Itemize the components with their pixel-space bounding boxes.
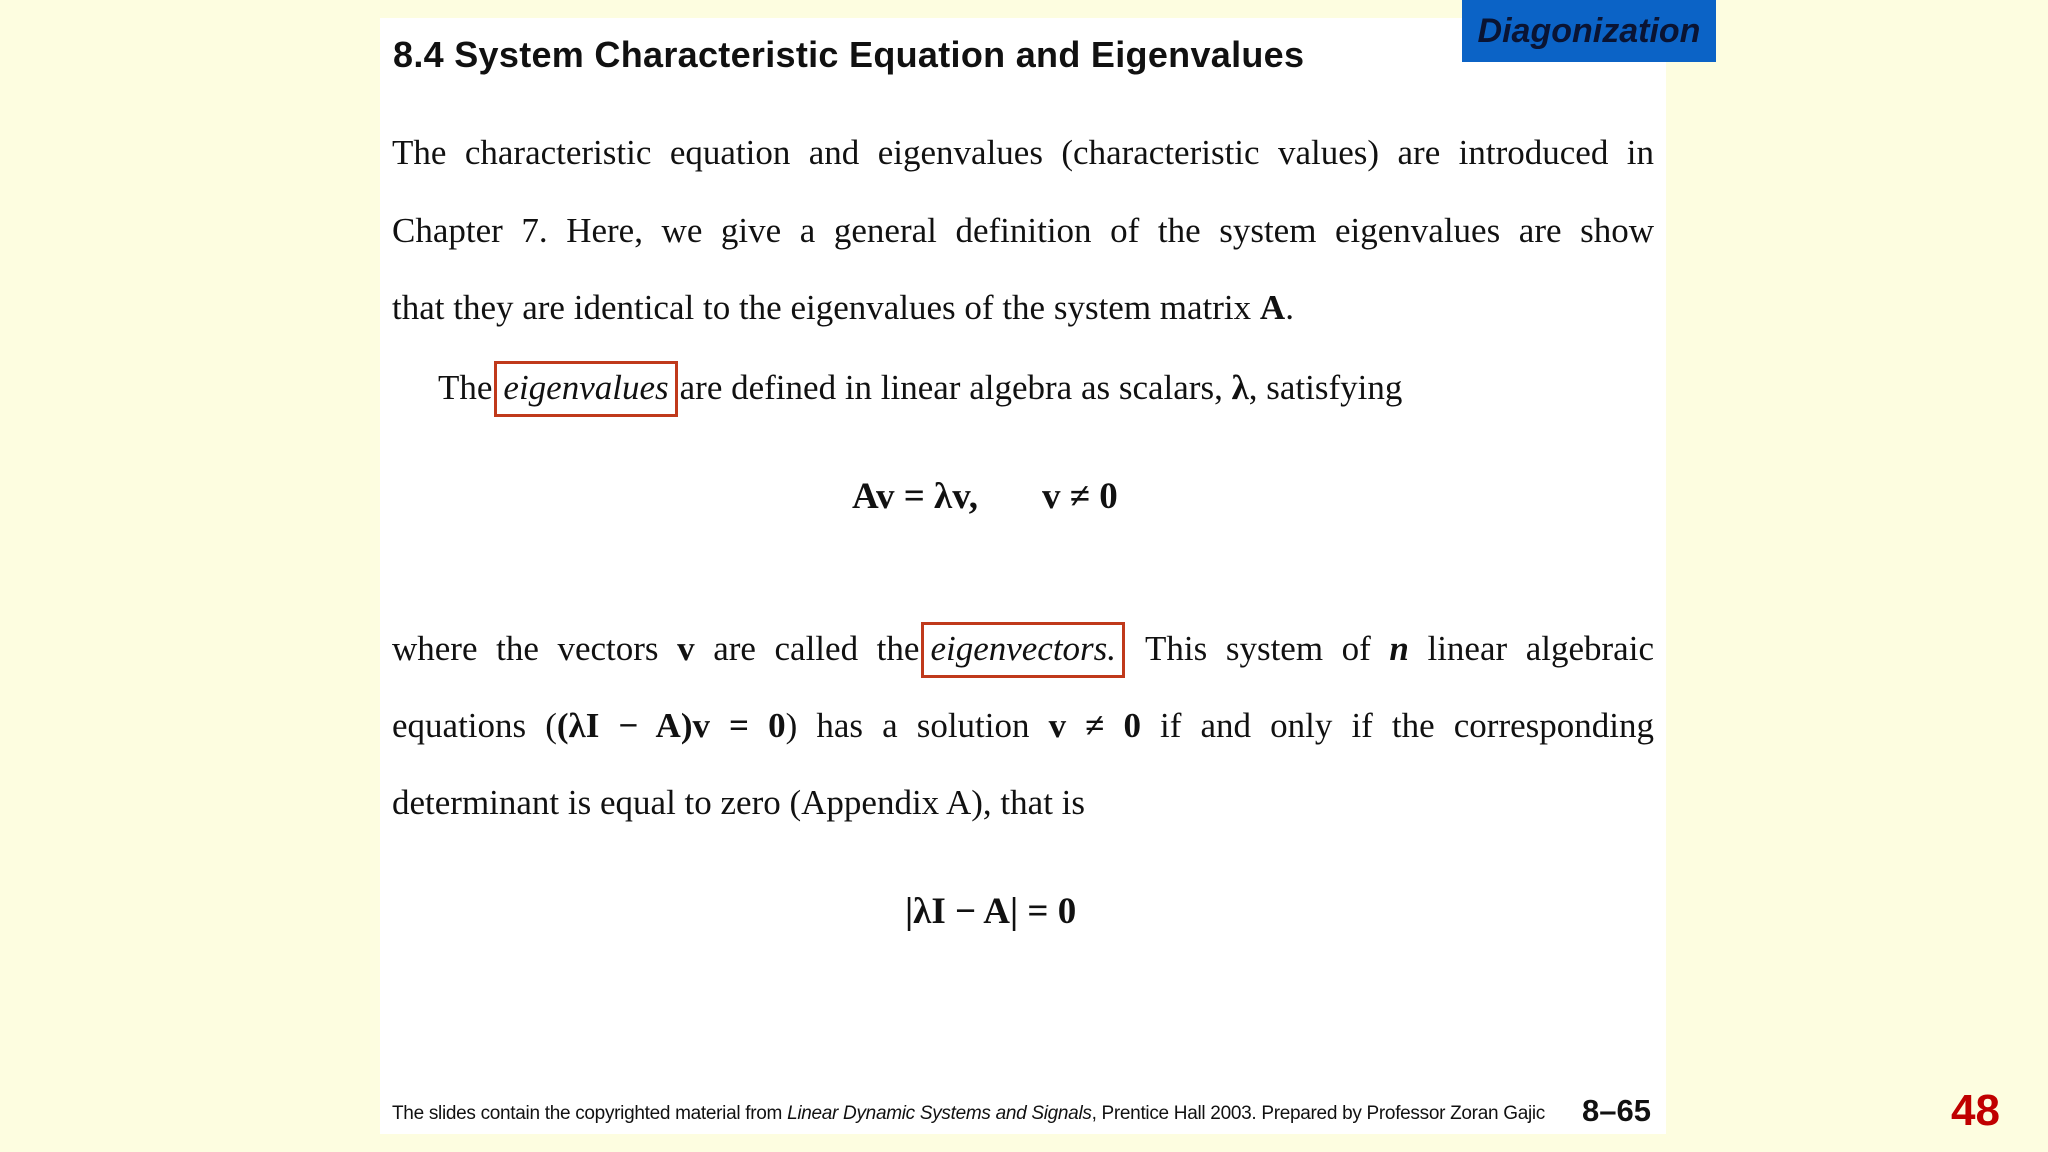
paragraph1-line2: Chapter 7. Here, we give a general definition of the system eigenvalues are show	[392, 211, 1654, 250]
paragraph3-text-a: where the vectors	[392, 629, 678, 668]
eigenvalues-highlight-box	[494, 361, 677, 417]
eigen-equation-left: Av = λv,	[852, 476, 978, 517]
slide-number: 48	[1951, 1086, 2000, 1135]
lambda-symbol: λ	[1231, 368, 1249, 407]
inline-condition: v ≠ 0	[1048, 706, 1141, 745]
book-title: Linear Dynamic Systems and Signals	[787, 1103, 1092, 1124]
slide-content-area	[380, 18, 1666, 1134]
footer-text-a: The slides contain the copyrighted material from	[392, 1103, 788, 1124]
eigenvalues-term: eigenvalues	[503, 368, 669, 407]
paragraph2-text: are defined in linear algebra as scalars,	[679, 368, 1232, 407]
paragraph3-line3: determinant is equal to zero (Appendix A), that is	[392, 783, 1086, 822]
paragraph2-tail: , satisfying	[1248, 368, 1403, 407]
paragraph1-period: .	[1285, 288, 1294, 327]
paragraph1-line1: The characteristic equation and eigenvalues (characteristic values) are introduced in	[392, 133, 1654, 172]
paragraph3-text-e: equations (	[392, 706, 557, 745]
n-symbol: n	[1389, 629, 1409, 668]
section-title: 8.4 System Characteristic Equation and Eigenvalues	[393, 34, 1305, 75]
paragraph3-text-g: if and only if the corresponding	[1140, 706, 1654, 745]
paragraph1-line3-text: that they are identical to the eigenvalues of the system matrix	[392, 288, 1260, 327]
matrix-symbol: A	[1259, 288, 1286, 327]
paragraph3-text-c: This system of	[1127, 629, 1390, 668]
paragraph3-line1	[392, 629, 1654, 669]
header-tag-label: Diagonization	[1477, 11, 1701, 50]
header-tag	[1462, 0, 1716, 62]
paragraph3-text-d: linear algebraic	[1408, 629, 1654, 668]
paragraph3-text-f: ) has a solution	[785, 706, 1049, 745]
characteristic-equation: |λI − A| = 0	[905, 891, 1077, 932]
paragraph2-lead: The	[438, 368, 493, 407]
footer-text-b: , Prentice Hall 2003. Prepared by Professor Zoran Gajic	[1091, 1103, 1546, 1124]
paragraph2-line1	[438, 368, 1402, 408]
vector-symbol: v	[677, 629, 695, 668]
paragraph3-text-b: are called the	[694, 629, 920, 668]
inline-equation: (λI − A)v = 0	[556, 706, 786, 745]
eigen-equation	[852, 475, 1118, 518]
copyright-footer	[392, 1103, 1545, 1125]
eigenvectors-highlight-box	[921, 622, 1125, 678]
eigen-equation-condition: v ≠ 0	[1041, 476, 1118, 517]
page-reference: 8–65	[1582, 1093, 1651, 1128]
paragraph3-line2	[392, 706, 1654, 746]
eigenvectors-term: eigenvectors.	[930, 629, 1117, 668]
paragraph1-line3	[392, 288, 1654, 328]
